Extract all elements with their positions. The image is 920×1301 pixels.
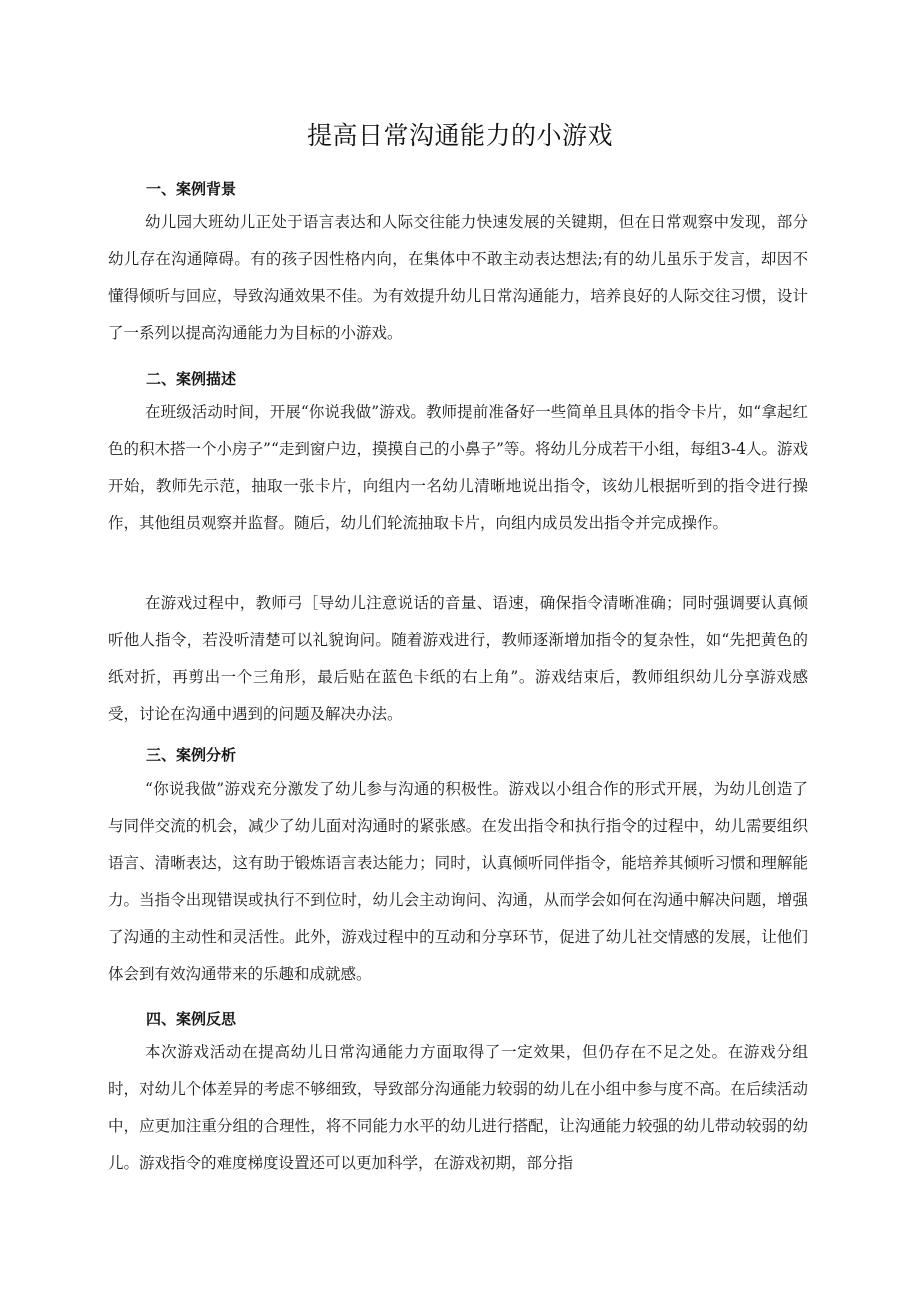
paragraph-background: 幼儿园大班幼儿正处于语言表达和人际交往能力快速发展的关键期，但在日常观察中发现，部分幼儿存在沟通障碍。有的孩子因性格内向，在集体中不敢主动表达想法;有的幼儿虽乐于发言，却因不懂得倾听与回应，导致沟通效果不佳。为有效提升幼儿日常沟通能力，培养良好的人际交往习惯，设计了一系列以提高沟通能力为目标的小游戏。: [108, 213, 808, 342]
section-heading-background: 一、案例背景: [146, 180, 237, 198]
paragraph-analysis: “你说我做”游戏充分激发了幼儿参与沟通的积极性。游戏以小组合作的形式开展，为幼儿创造了与同伴交流的机会，减少了幼儿面对沟通时的紧张感。在发出指令和执行指令的过程中，幼儿需要组织语言、清晰表达，这有助于锻炼语言表达能力；同时，认真倾听同伴指令，能培养其倾听习惯和理解能力。当指令出现错误或执行不到位时，幼儿会主动询问、沟通，从而学会如何在沟通中解决问题，增强了沟通的主动性和灵活性。此外，游戏过程中的互动和分享环节，促进了幼儿社交情感的发展，让他们体会到有效沟通带来的乐趣和成就感。: [108, 780, 808, 983]
section-heading-reflection: 四、案例反思: [146, 1010, 237, 1028]
section-heading-analysis: 三、案例分析: [146, 746, 237, 764]
paragraph-description-2: 在游戏过程中，教师弓［导幼儿注意说话的音量、语速，确保指令清晰准确；同时强调要认真倾听他人指令，若没听清楚可以礼貌询问。随着游戏进行，教师逐渐增加指令的复杂性，如“先把黄色的纸对折，再剪出一个三角形，最后贴在蓝色卡纸的右上角”。游戏结束后，教师组织幼儿分享游戏感受，讨论在沟通中遇到的问题及解决办法。: [108, 594, 808, 723]
section-heading-description: 二、案例描述: [146, 370, 237, 388]
paragraph-description-1: 在班级活动时间，开展“你说我做”游戏。教师提前准备好一些简单且具体的指令卡片，如“拿起红色的积木搭一个小房子”“走到窗户边，摸摸自己的小鼻子”等。将幼儿分成若干小组，每组3-4人。游戏开始，教师先示范，抽取一张卡片，向组内一名幼儿清晰地说出指令，该幼儿根据听到的指令进行操作，其他组员观察并监督。随后，幼儿们轮流抽取卡片，向组内成员发出指令并完成操作。: [108, 403, 808, 532]
page-title: 提高日常沟通能力的小游戏: [306, 121, 613, 150]
paragraph-reflection: 本次游戏活动在提高幼儿日常沟通能力方面取得了一定效果，但仍存在不足之处。在游戏分组时，对幼儿个体差异的考虑不够细致，导致部分沟通能力较弱的幼儿在小组中参与度不高。在后续活动中，应更加注重分组的合理性，将不同能力水平的幼儿进行搭配，让沟通能力较强的幼儿带动较弱的幼儿。游戏指令的难度梯度设置还可以更加科学，在游戏初期，部分指: [108, 1043, 808, 1172]
